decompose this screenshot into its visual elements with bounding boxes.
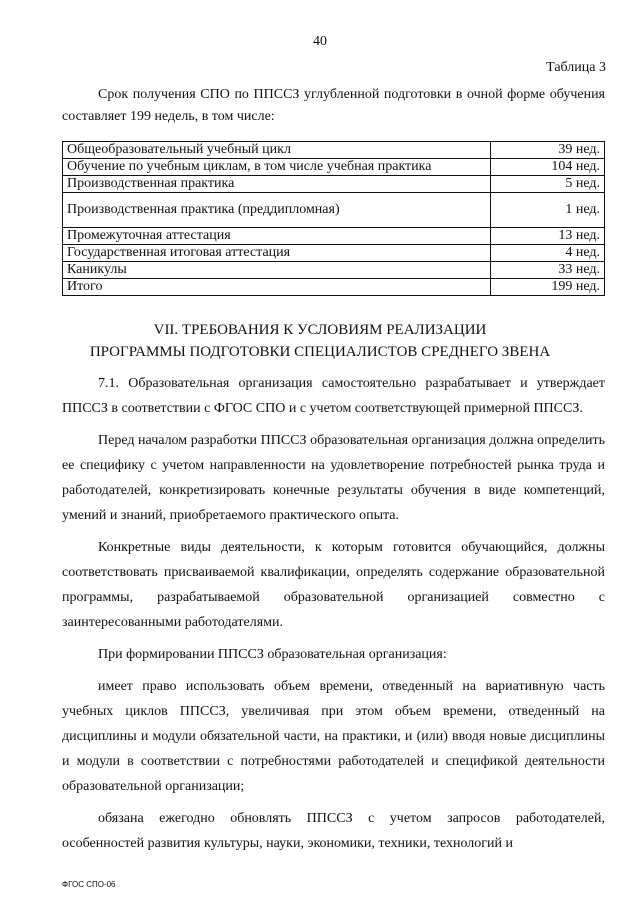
table-row	[63, 159, 605, 176]
table-row	[63, 176, 605, 193]
row-label: Производственная практика	[63, 176, 491, 193]
section-title-line: ПРОГРАММЫ ПОДГОТОВКИ СПЕЦИАЛИСТОВ СРЕДНЕГО ЗВЕНА	[89, 344, 551, 360]
row-label: Обучение по учебным циклам, в том числе учебная практика	[63, 159, 491, 176]
body-text	[62, 371, 605, 863]
weeks-table	[62, 141, 605, 296]
section-title	[0, 319, 640, 363]
table-row	[63, 228, 605, 245]
intro-paragraph: Срок получения СПО по ППССЗ углубленной подготовки в очной форме обучения составляет 199 недель, в том числе:	[62, 87, 605, 124]
section-title-line: VII. ТРЕБОВАНИЯ К УСЛОВИЯМ РЕАЛИЗАЦИИ	[153, 322, 487, 338]
table-row	[63, 193, 605, 228]
row-label: Промежуточная аттестация	[63, 228, 491, 245]
row-value: 104 нед.	[491, 159, 605, 176]
row-value: 33 нед.	[491, 262, 605, 279]
table-row	[63, 262, 605, 279]
paragraph: При формировании ППССЗ образовательная организация:	[98, 647, 447, 662]
row-label: Каникулы	[63, 262, 491, 279]
paragraph: обязана ежегодно обновлять ППССЗ с учетом запросов работодателей, особенностей развития культуры, науки, экономики, техники, технологий и	[62, 811, 605, 851]
row-value: 4 нед.	[491, 245, 605, 262]
table-row	[63, 142, 605, 159]
row-value: 1 нед.	[491, 193, 605, 228]
table-row	[63, 245, 605, 262]
table-caption: Таблица 3	[546, 60, 606, 75]
table-row	[63, 279, 605, 296]
row-label: Государственная итоговая аттестация	[63, 245, 491, 262]
paragraph: Перед началом разработки ППССЗ образовательная организация должна определить ее специфику с учетом направленности на удовлетворение потребностей рынка труда и работодателей, конкретизировать конечные результаты обучения в виде компетенций, умений и знаний, приобретаемого практического опыта.	[62, 433, 605, 523]
row-value: 199 нед.	[491, 279, 605, 296]
paragraph: 7.1. Образовательная организация самостоятельно разрабатывает и утверждает ППССЗ в соответствии с ФГОС СПО и с учетом соответствующей примерной ППССЗ.	[62, 376, 605, 416]
row-label: Итого	[63, 279, 491, 296]
row-value: 13 нед.	[491, 228, 605, 245]
page-number: 40	[313, 34, 327, 49]
row-value: 39 нед.	[491, 142, 605, 159]
footer-code: ФГОС СПО-06	[62, 880, 116, 889]
paragraph: Конкретные виды деятельности, к которым готовится обучающийся, должны соответствовать присваиваемой квалификации, определять содержание образовательной программы, разрабатываемой образовательной организацией совместно с заинтересованными работодателями.	[62, 540, 605, 630]
row-label: Производственная практика (преддипломная)	[63, 193, 491, 228]
paragraph: имеет право использовать объем времени, отведенный на вариативную часть учебных циклов ППССЗ, увеличивая при этом объем времени, отведенный на дисциплины и модули обязательной части, на практики, и (или) вводя новые дисциплины и модули в соответствии с потребностями работодателей и спецификой деятельности образовательной организации;	[62, 679, 605, 794]
row-label: Общеобразовательный учебный цикл	[63, 142, 491, 159]
row-value: 5 нед.	[491, 176, 605, 193]
